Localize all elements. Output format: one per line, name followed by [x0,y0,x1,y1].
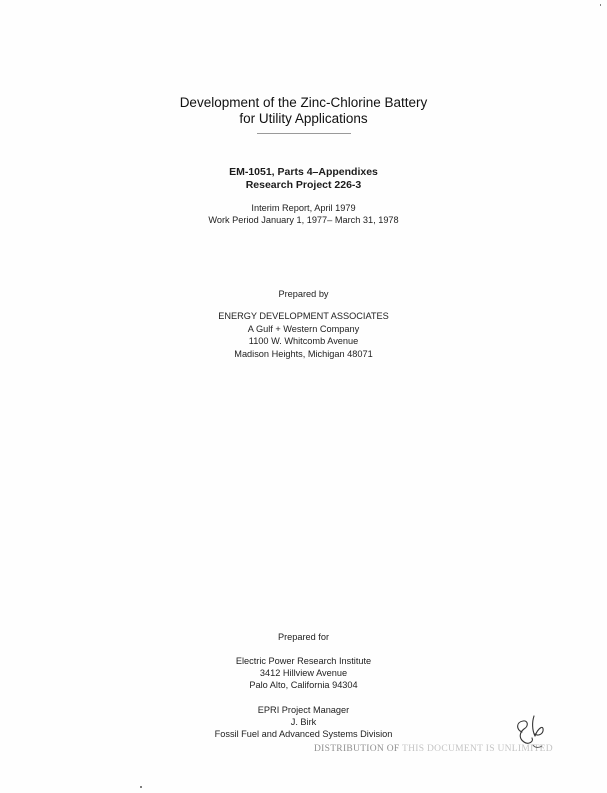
work-period: Work Period January 1, 1977– March 31, 1978 [208,215,399,225]
scan-speck [600,4,601,6]
report-title-line-2: for Utility Applications [239,111,368,126]
research-project: Research Project 226-3 [245,179,362,191]
project-manager-title: EPRI Project Manager [257,705,350,715]
distribution-stamp-text-faint: THIS DOCUMENT IS UNLIMITED [402,744,553,754]
handwritten-initials-icon [512,712,548,754]
prepared-by-label: Prepared by [278,289,329,299]
title-divider [257,133,351,134]
prepared-for-label: Prepared for [277,632,330,642]
preparer-organization: ENERGY DEVELOPMENT ASSOCIATES [218,311,389,321]
recipient-organization: Electric Power Research Institute [235,656,372,666]
recipient-address [0,655,607,691]
report-title-line-1: Development of the Zinc-Chlorine Battery [179,95,428,110]
preparer-city: Madison Heights, Michigan 48071 [234,348,373,359]
recipient-street: 3412 Hillview Avenue [259,668,348,678]
preparer-address [0,310,607,360]
preparer-parent-company: A Gulf + Western Company [247,323,360,334]
project-manager-name: J. Birk [290,717,317,727]
report-identifiers [0,166,607,192]
preparer-street: 1100 W. Whitcomb Avenue [248,336,359,346]
report-dates [0,202,607,226]
scan-speck [140,786,142,788]
project-manager-division: Fossil Fuel and Advanced Systems Division [214,729,393,739]
recipient-city: Palo Alto, California 94304 [249,680,358,690]
report-type: Interim Report, April 1979 [251,203,356,213]
report-number: EM-1051, Parts 4–Appendixes [229,166,378,178]
report-title [0,95,607,127]
distribution-stamp-text: DISTRIBUTION OF [314,744,403,754]
